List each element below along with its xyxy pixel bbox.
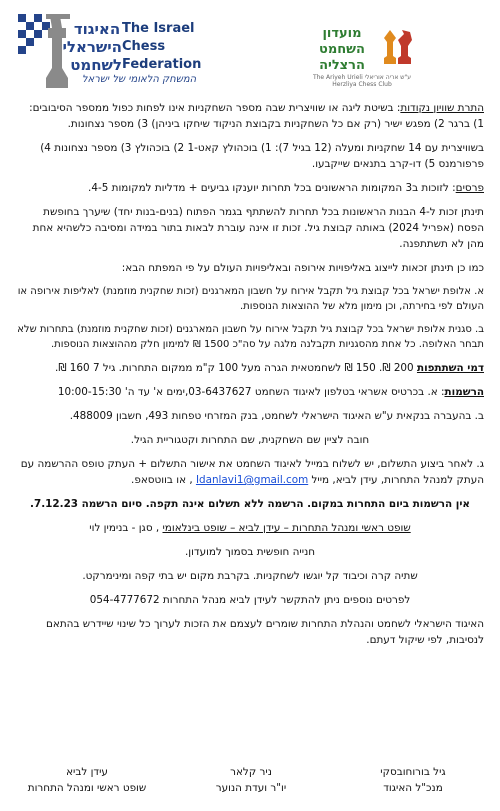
signature-title: יו"ר ועדת הנוער: [215, 782, 287, 794]
federation-logo: [16, 8, 216, 94]
tiebreak-swiss-paragraph: בשוויצרית עם 14 שחקניות ומעלה (12 בגיל 7): 1) בוכהולץ קאט-1 2) בוכהולץ 3) מספר נצחונות 4) פרפורמנס 5) דו-קרב בתנאים שייקבעו.: [40, 142, 484, 170]
federation-name-he-line2: הישראלי: [62, 38, 122, 56]
qualification-key-paragraph: כמו כן תינתן זכאות לייצוג באליפויות אירופה ובאליפויות העולם על פי המפתח הבא:: [121, 262, 484, 274]
club-logo: [306, 24, 418, 86]
qualification-item-a: א. אלופת ישראל בכל קבוצת גיל תקבל אירוח על חשבון המארגנים (זכות שחקנית מוזמנת) לאליפות אירופה או העולם לפי בחירתה, וכן מימון מלא של ההוצאות הנוספות.: [17, 286, 484, 312]
club-name-line2: השחמט: [319, 42, 365, 57]
registration-option-c-tail: , או בווטסאפ.: [131, 474, 196, 486]
qualification-item-b: ב. סגנית אלופת ישראל בכל קבוצת גיל תקבל אירוח על חשבון המארגנים (זכות שחקנית מוזמנת) בתחרות שלא תבחר האלופה. כל אחת מהסגניות תקבלנה מלגה על סה"כ 1500 ₪ למימון חלק מההוצאות הנוספות.: [17, 324, 484, 350]
tiebreak-label: התרת שוויון נקודות: [400, 102, 484, 114]
prizes-label: פרסים: [455, 182, 484, 194]
header: [0, 0, 500, 98]
signature-name: גיל בורוחובסקי: [380, 766, 446, 778]
signature-youth-chair: [186, 764, 316, 796]
signature-title: שופט ראשי ומנהל התחרות: [27, 782, 147, 794]
registration-note: חובה לציין שם השחקנית, שם התחרות וקטגוריית הגיל.: [130, 434, 370, 446]
federation-name-he-line3: לשחמט: [70, 56, 122, 74]
signatures: [16, 764, 484, 804]
email-link[interactable]: Idanlavi1@gmail.com: [195, 474, 309, 486]
signature-name: ניר קלאר: [230, 766, 272, 778]
arbiters-line: [16, 520, 484, 536]
federation-slogan: המשחק הלאומי של ישראל: [81, 74, 197, 85]
signature-title: מנכ"ל האיגוד: [383, 782, 443, 794]
arbiters-main: שופט ראשי ומנהל התחרות – עידן לביא – שופט בינלאומי: [162, 522, 411, 534]
chess-pieces-icon: [378, 26, 416, 66]
signature-arbiter: [22, 764, 152, 796]
club-name: [306, 26, 378, 74]
qualification-paragraph: תינתן זכות ל-4 הבנות הראשונות בכל תחרות להשתתף בגמר הפתוח (בנים-בנות יחד) שיערך בחופשת הפסח (אפריל 2024) באותה קבוצת גיל. זכות זו אינה עוברת לבאות בתור במידה ומסיבה כלשהיא אחת מהן לא תשתתפנה.: [32, 206, 484, 250]
parking-line: חנייה חופשית בסמוך למועדון.: [184, 546, 316, 558]
arbiters-deputy: , סגן - בנימין לוי: [89, 522, 163, 534]
prizes-paragraph: [16, 180, 484, 196]
signature-ceo: [348, 764, 478, 796]
signature-name: עידן לביא: [66, 766, 108, 778]
disclaimer-paragraph: האיגוד הישראלי לשחמט והנהלת התחרות שומרים לעצמם את הזכות לערוך כל שינוי שיידרש בהתאם לנסיבות, לפי שיקול דעתם.: [45, 618, 484, 646]
registration-option-c: [16, 456, 484, 488]
club-name-line1: מועדון: [322, 26, 362, 41]
registration-option-b: ב. בהעברה בנקאית ע"ש האיגוד הישראלי לשחמט, בנק המזרחי טפחות 493, חשבון 488009.: [69, 410, 484, 422]
refreshments-line: שתיה קרה וכיבוד קל יוגשו לשחקניות. בקרבת מקום יש בתי קפה ומינימרקט.: [82, 570, 418, 582]
fee-label: דמי השתתפות: [416, 362, 484, 374]
contact-line: לפרטים נוספים ניתן להתקשר לעידן לביא מנהל התחרות 054-4777672: [89, 594, 411, 606]
federation-name-he-line1: האיגוד: [73, 20, 121, 38]
registration-deadline: אין הרשמות ביום התחרות במקום. הרשמה ללא תשלום אינה תקפה. סיום הרשמה 7.12.23.: [30, 498, 470, 510]
tiebreak-text: : בשיטת ליגה או שוויצרית שבה מספר השחקניות אינו לפחות כפול ממספר הסיבובים: 1) ברגר 2) מפגש ישיר (רק אם כל השחקניות בקבוצת הניקוד שיחקו ביניהן) 3) מספר נצחונות.: [29, 102, 484, 130]
registration-option-c-text: ג. לאחר ביצוע התשלום, יש לשלוח במייל לאיגוד השחמט את אישור התשלום + העתק טופס ההרשמה עם העתק למנהל התחרות, עידן לביא, מייל: [20, 458, 484, 486]
federation-name-en-line2: Chess: [122, 39, 166, 54]
registration-label: הרשמות: [444, 386, 484, 398]
federation-name-en-line1: The Israel: [122, 21, 195, 36]
tiebreak-paragraph: [16, 100, 484, 132]
fee-text: 200 ₪. 150 ₪ לשחמטאית הגרה מעל 100 ק"מ ממקום התחרות. גיל 7 160 ₪.: [55, 362, 417, 374]
club-subtitle: ע"ש אריה אוריאלי The Ariyeh Urieli Herzliya Chess Club: [312, 74, 412, 88]
registration-option-a: : א. בכרטיס אשראי בטלפון לאיגוד השחמט 03-6437627,ימים א' עד ה' 10:00-15:30: [57, 386, 445, 398]
federation-name-en-line3: Federation: [122, 57, 202, 72]
registration-paragraph: [16, 384, 484, 400]
prizes-text: : לזוכות ב3 המקומות הראשונים בכל תחרות יוענקו גביעים + מדליות למקומות 4-5.: [88, 182, 456, 194]
regulations-body: [16, 100, 484, 656]
club-name-line3: הרצליה: [319, 58, 365, 73]
fee-paragraph: [16, 360, 484, 376]
